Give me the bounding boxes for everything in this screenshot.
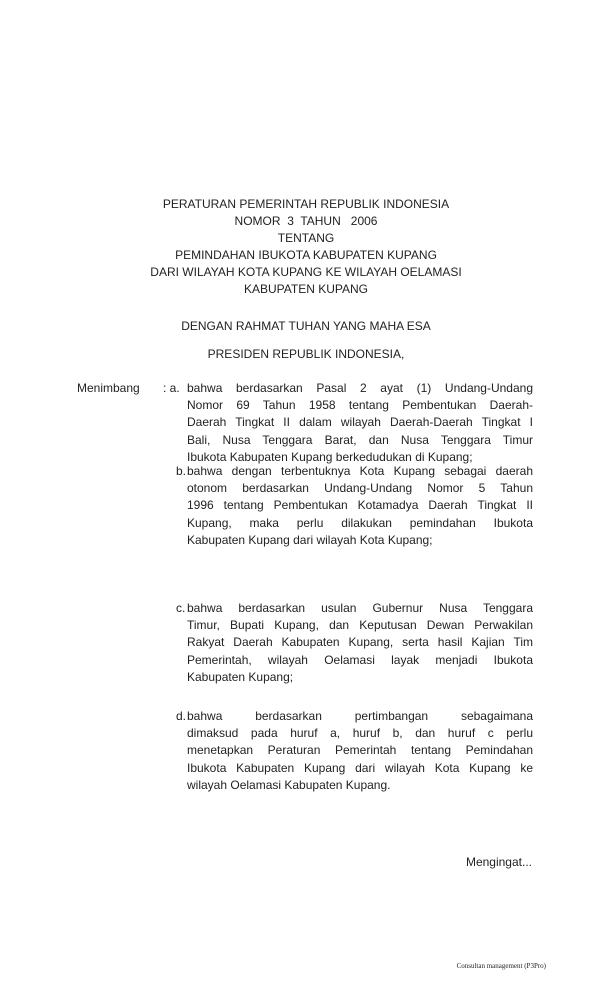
item-text-line: Bali, Nusa Tenggara Barat, dan Nusa Tenggara Timur [187, 432, 533, 447]
item-text-line: bahwa dengan terbentuknya Kota Kupang sebagai daerah [187, 464, 533, 478]
item-text-line: bahwa berdasarkan Pasal 2 ayat (1) Undang-Undang [187, 381, 533, 395]
item-text-line: Pemerintah, wilayah Oelamasi layak menjadi Ibukota [187, 652, 533, 667]
item-text-line: menetapkan Peraturan Pemerintah tentang Pemindahan [187, 743, 533, 758]
item-text-line: Ibukota Kabupaten Kupang berkedudukan di Kupang; [187, 449, 473, 464]
item-marker: c. [176, 601, 186, 615]
item-text-line: Ibukota Kabupaten Kupang dari wilayah Kota Kupang ke [187, 760, 533, 775]
item-text-line: wilayah Oelamasi Kabupaten Kupang. [187, 777, 391, 792]
item-text-line: bahwa berdasarkan usulan Gubernur Nusa Tenggara [187, 601, 533, 615]
title-line: NOMOR 3 TAHUN 2006 [234, 214, 378, 228]
document-title [0, 196, 612, 298]
item-text-line: Timur, Bupati Kupang, dan Keputusan Dewan Perwakilan [187, 618, 533, 633]
item-marker: : a. [163, 381, 180, 395]
item-text-line: otonom berdasarkan Undang-Undang Nomor 5 Tahun [187, 481, 533, 496]
title-line: DARI WILAYAH KOTA KUPANG KE WILAYAH OELAMASI [150, 265, 462, 279]
title-line: KABUPATEN KUPANG [243, 282, 369, 296]
continuation-text: Mengingat... [465, 855, 532, 869]
item-text-line: bahwa berdasarkan pertimbangan sebagaimana [187, 709, 533, 723]
item-text-line: Kabupaten Kupang dari wilayah Kota Kupang; [187, 532, 433, 547]
item-text-line: Kabupaten Kupang; [187, 669, 294, 684]
item-text-line: dimaksud pada huruf a, huruf b, dan huruf c perlu [187, 726, 533, 741]
item-text-line: Kupang, maka perlu dilakukan pemindahan Ibukota [187, 515, 533, 530]
item-marker: b. [176, 464, 187, 478]
item-text-line: 1996 tentang Pembentukan Kotamadya Daerah Tingkat II [187, 498, 533, 513]
item-text-line: Daerah Tingkat II dalam wilayah Daerah-Daerah Tingkat I [187, 415, 533, 430]
title-line: PERATURAN PEMERINTAH REPUBLIK INDONESIA [162, 197, 450, 211]
footer-note: Consultan management (P3Pro) [456, 962, 546, 970]
title-line: PEMINDAHAN IBUKOTA KABUPATEN KUPANG [175, 248, 437, 262]
considering-label: Menimbang [77, 381, 140, 395]
item-text-line: Rakyat Daerah Kabupaten Kupang, serta hasil Kajian Tim [187, 635, 533, 650]
item-text-line: Nomor 69 Tahun 1958 tentang Pembentukan Daerah- [187, 398, 533, 413]
item-marker: d. [176, 709, 187, 723]
president-heading: PRESIDEN REPUBLIK INDONESIA, [207, 347, 405, 361]
title-line: TENTANG [277, 231, 335, 245]
invocation: DENGAN RAHMAT TUHAN YANG MAHA ESA [181, 319, 431, 333]
